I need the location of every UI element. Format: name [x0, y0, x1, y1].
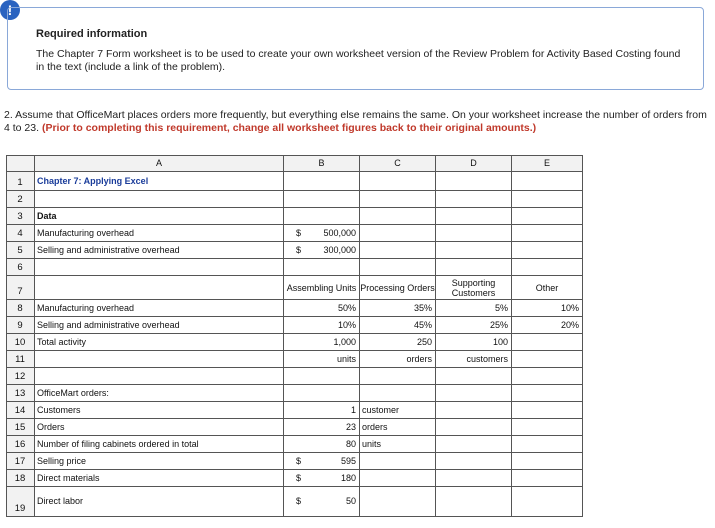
cell-value: 180 [340, 472, 356, 483]
row-header-10[interactable]: 10 [6, 334, 35, 351]
cell-e8[interactable] [512, 300, 583, 317]
cell-c1[interactable] [360, 172, 436, 191]
required-information-box [7, 7, 704, 90]
cell-c6[interactable] [360, 259, 436, 276]
cell-value: 1,000 [333, 336, 356, 347]
cell-b2[interactable] [284, 191, 360, 208]
cell-b19[interactable] [284, 487, 360, 517]
row-header-13[interactable]: 13 [6, 385, 35, 402]
cell-a14[interactable] [35, 402, 284, 419]
cell-a6[interactable] [35, 259, 284, 276]
row-header-16[interactable]: 16 [6, 436, 35, 453]
cell-b13[interactable] [284, 385, 360, 402]
cell-d8[interactable] [436, 300, 512, 317]
column-header-a[interactable]: A [35, 155, 284, 172]
cell-d9[interactable] [436, 317, 512, 334]
cell-value: 5% [494, 302, 508, 313]
cell-value: 45% [413, 319, 432, 330]
cell-value: 250 [416, 336, 432, 347]
row-header-17[interactable]: 17 [6, 453, 35, 470]
cell-value: Processing Orders [360, 282, 435, 293]
cell-e6[interactable] [512, 259, 583, 276]
cell-e3[interactable] [512, 208, 583, 225]
cell-value: OfficeMart orders: [37, 387, 109, 398]
info-body: The Chapter 7 Form worksheet is to be used to create your own worksheet version of the Review Problem for Activity Based Costing found in the text (include a link of the problem). [36, 48, 681, 73]
cell-value: orders [362, 421, 388, 432]
spreadsheet [6, 155, 583, 517]
cell-a13[interactable] [35, 385, 284, 402]
currency-symbol: $ [296, 227, 302, 238]
cell-d13[interactable] [436, 385, 512, 402]
cell-value: 1 [350, 404, 356, 415]
cell-b8[interactable] [284, 300, 360, 317]
question-emphasis: (Prior to completing this requirement, change all worksheet figures back to their original amounts.) [41, 122, 537, 134]
cell-a11[interactable] [35, 351, 284, 368]
row-header-19[interactable]: 19 [6, 487, 35, 517]
cell-a10[interactable] [35, 334, 284, 351]
cell-value: Selling price [37, 455, 87, 466]
cell-c5[interactable] [360, 242, 436, 259]
row-header-2[interactable]: 2 [6, 191, 35, 208]
cell-c7[interactable] [360, 276, 436, 300]
cell-value: 23 [345, 421, 356, 432]
cell-e13[interactable] [512, 385, 583, 402]
cell-d2[interactable] [436, 191, 512, 208]
info-title: Required information [36, 28, 148, 40]
cell-e18[interactable] [512, 470, 583, 487]
cell-d10[interactable] [436, 334, 512, 351]
cell-c15[interactable] [360, 419, 436, 436]
cell-b7[interactable] [284, 276, 360, 300]
cell-value: 100 [492, 336, 508, 347]
column-header-c[interactable]: C [360, 155, 436, 172]
cell-c14[interactable] [360, 402, 436, 419]
cell-value: Data [37, 210, 57, 221]
cell-b14[interactable] [284, 402, 360, 419]
cell-b17[interactable] [284, 453, 360, 470]
cell-b3[interactable] [284, 208, 360, 225]
cell-c2[interactable] [360, 191, 436, 208]
cell-value: Customers [37, 404, 81, 415]
column-header-e[interactable]: E [512, 155, 583, 172]
cell-a5[interactable] [35, 242, 284, 259]
cell-b6[interactable] [284, 259, 360, 276]
cell-value: orders [406, 353, 432, 364]
cell-c10[interactable] [360, 334, 436, 351]
cell-value: Orders [37, 421, 65, 432]
row-header-8[interactable]: 8 [6, 300, 35, 317]
cell-c19[interactable] [360, 487, 436, 517]
cell-a1[interactable] [35, 172, 284, 191]
cell-d16[interactable] [436, 436, 512, 453]
cell-a9[interactable] [35, 317, 284, 334]
row-header-15[interactable]: 15 [6, 419, 35, 436]
cell-d18[interactable] [436, 470, 512, 487]
cell-value: customer [362, 404, 400, 415]
cell-value: Selling and administrative overhead [37, 244, 180, 255]
currency-symbol: $ [296, 472, 302, 483]
cell-value: Selling and administrative overhead [37, 319, 180, 330]
cell-value: Chapter 7: Applying Excel [37, 175, 149, 186]
cell-b4[interactable] [284, 225, 360, 242]
cell-d1[interactable] [436, 172, 512, 191]
cell-c13[interactable] [360, 385, 436, 402]
row-header-9[interactable]: 9 [6, 317, 35, 334]
cell-value: Assembling Units [286, 282, 357, 293]
cell-value: Manufacturing overhead [37, 227, 135, 238]
cell-d12[interactable] [436, 368, 512, 385]
cell-d17[interactable] [436, 453, 512, 470]
cell-d15[interactable] [436, 419, 512, 436]
cell-e10[interactable] [512, 334, 583, 351]
cell-value: 25% [489, 319, 508, 330]
cell-c9[interactable] [360, 317, 436, 334]
cell-d3[interactable] [436, 208, 512, 225]
currency-symbol: $ [296, 244, 302, 255]
cell-e16[interactable] [512, 436, 583, 453]
cell-c8[interactable] [360, 300, 436, 317]
cell-d7[interactable] [436, 276, 512, 300]
cell-b15[interactable] [284, 419, 360, 436]
cell-d11[interactable] [436, 351, 512, 368]
cell-c12[interactable] [360, 368, 436, 385]
cell-b10[interactable] [284, 334, 360, 351]
cell-e1[interactable] [512, 172, 583, 191]
cell-b12[interactable] [284, 368, 360, 385]
cell-e9[interactable] [512, 317, 583, 334]
cell-a17[interactable] [35, 453, 284, 470]
cell-value: 10% [337, 319, 356, 330]
cell-c16[interactable] [360, 436, 436, 453]
cell-value: Manufacturing overhead [37, 302, 135, 313]
cell-e5[interactable] [512, 242, 583, 259]
question-text [4, 109, 710, 135]
row-header-5[interactable]: 5 [6, 242, 35, 259]
cell-e14[interactable] [512, 402, 583, 419]
cell-a19[interactable] [35, 487, 284, 517]
cell-a7[interactable] [35, 276, 284, 300]
row-header-7[interactable]: 7 [6, 276, 35, 300]
row-header-6[interactable]: 6 [6, 259, 35, 276]
cell-e15[interactable] [512, 419, 583, 436]
cell-b16[interactable] [284, 436, 360, 453]
cell-e7[interactable] [512, 276, 583, 300]
cell-e11[interactable] [512, 351, 583, 368]
cell-value: 20% [560, 319, 579, 330]
cell-a12[interactable] [35, 368, 284, 385]
cell-value: Other [535, 282, 559, 293]
cell-value: units [336, 353, 356, 364]
cell-c17[interactable] [360, 453, 436, 470]
cell-value: 80 [345, 438, 356, 449]
cell-value: 10% [560, 302, 579, 313]
cell-value: 500,000 [323, 227, 356, 238]
cell-d4[interactable] [436, 225, 512, 242]
cell-value: Direct materials [37, 472, 100, 483]
cell-a8[interactable] [35, 300, 284, 317]
cell-value: customers [466, 353, 508, 364]
cell-b18[interactable] [284, 470, 360, 487]
column-header-d[interactable]: D [436, 155, 512, 172]
cell-a2[interactable] [35, 191, 284, 208]
cell-b11[interactable] [284, 351, 360, 368]
row-header-1[interactable]: 1 [6, 172, 35, 191]
cell-value: Number of filing cabinets ordered in total [37, 438, 199, 449]
cell-value: Supporting Customers [451, 277, 496, 298]
currency-symbol: $ [296, 455, 302, 466]
cell-c18[interactable] [360, 470, 436, 487]
cell-a15[interactable] [35, 419, 284, 436]
cell-d5[interactable] [436, 242, 512, 259]
currency-symbol: $ [296, 496, 302, 506]
cell-e2[interactable] [512, 191, 583, 208]
cell-e12[interactable] [512, 368, 583, 385]
row-header-11[interactable]: 11 [6, 351, 35, 368]
cell-e4[interactable] [512, 225, 583, 242]
cell-value: Total activity [37, 336, 87, 347]
cell-d19[interactable] [436, 487, 512, 517]
cell-value: 35% [413, 302, 432, 313]
column-header-b[interactable]: B [284, 155, 360, 172]
cell-a16[interactable] [35, 436, 284, 453]
cell-c3[interactable] [360, 208, 436, 225]
row-header-4[interactable]: 4 [6, 225, 35, 242]
alert-icon: ! [0, 0, 20, 20]
question-body: 2. Assume that OfficeMart places orders more frequently, but everything else remains the same. On your worksheet increase the number of orders from 4 to 23. [4, 109, 707, 134]
corner-cell[interactable] [6, 155, 35, 172]
cell-b9[interactable] [284, 317, 360, 334]
cell-value: 300,000 [323, 244, 356, 255]
row-header-14[interactable]: 14 [6, 402, 35, 419]
row-header-3[interactable]: 3 [6, 208, 35, 225]
cell-d14[interactable] [436, 402, 512, 419]
cell-d6[interactable] [436, 259, 512, 276]
row-header-18[interactable]: 18 [6, 470, 35, 487]
cell-value: 50 [345, 496, 356, 506]
cell-c4[interactable] [360, 225, 436, 242]
cell-value: 595 [340, 455, 356, 466]
cell-b1[interactable] [284, 172, 360, 191]
cell-c11[interactable] [360, 351, 436, 368]
cell-a18[interactable] [35, 470, 284, 487]
cell-value: units [362, 438, 382, 449]
cell-a3[interactable] [35, 208, 284, 225]
cell-value: 50% [337, 302, 356, 313]
cell-e19[interactable] [512, 487, 583, 517]
cell-e17[interactable] [512, 453, 583, 470]
cell-a4[interactable] [35, 225, 284, 242]
cell-b5[interactable] [284, 242, 360, 259]
row-header-12[interactable]: 12 [6, 368, 35, 385]
cell-value: Direct labor [37, 496, 84, 506]
